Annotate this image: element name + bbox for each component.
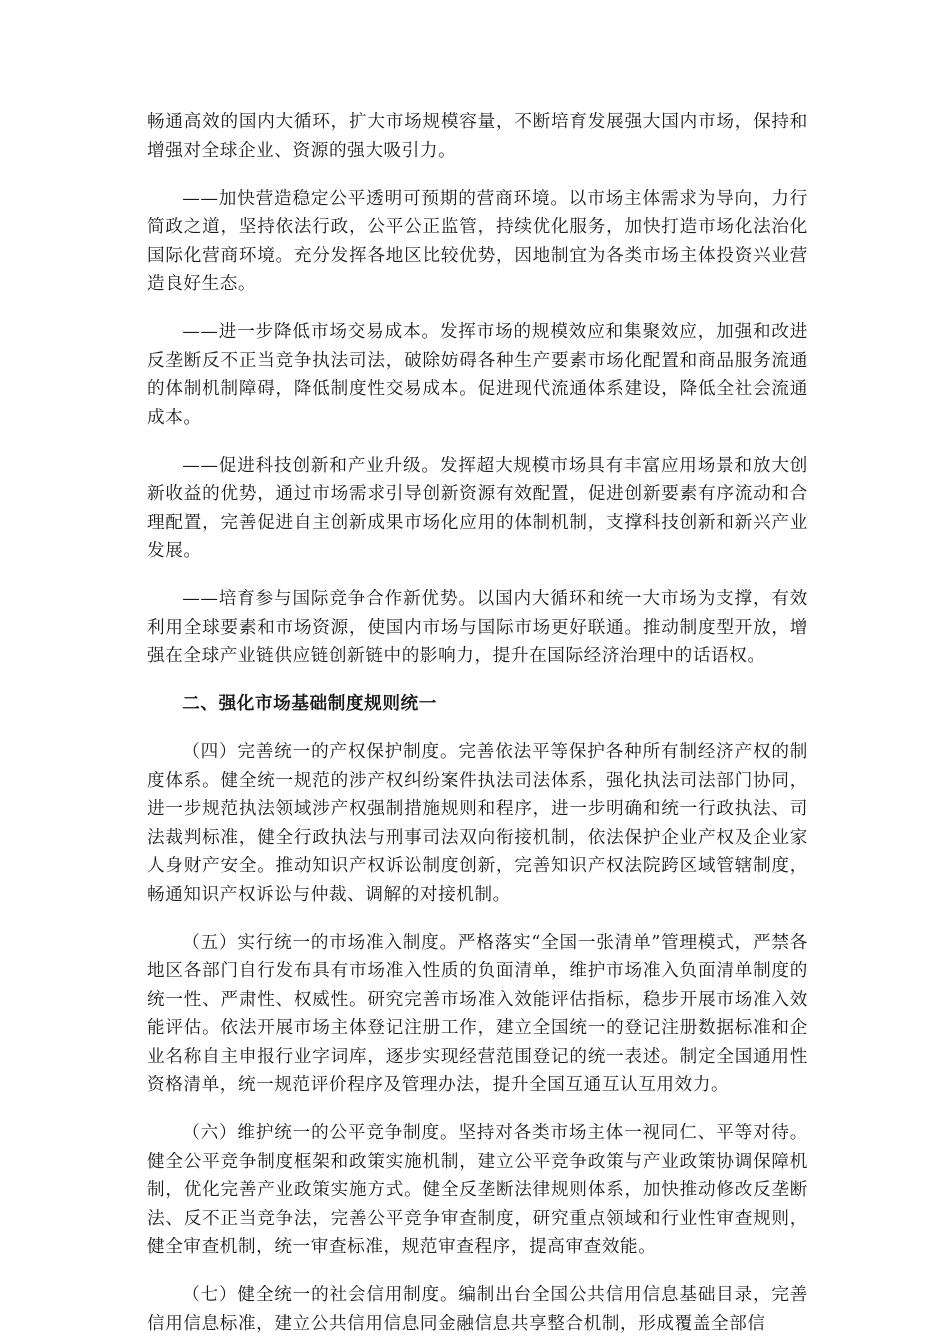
paragraph-intro: 畅通高效的国内大循环，扩大市场规模容量，不断培育发展强大国内市场，保持和增强对全球企业、资源的强大吸引力。 <box>147 112 808 161</box>
document-page <box>147 108 808 1338</box>
paragraph-international-competition: ——培育参与国际竞争合作新优势。以国内大循环和统一大市场为支撑，有效利用全球要素和市场资源，使国内市场与国际市场更好联通。推动制度型开放，增强在全球产业链供应链创新链中的影响力，提升在国际经济治理中的话语权。 <box>147 589 808 666</box>
paragraph-business-environment: ——加快营造稳定公平透明可预期的营商环境。以市场主体需求为导向，力行简政之道，坚持依法行政，公平公正监管，持续优化服务，加快打造市场化法治化国际化营商环境。充分发挥各地区比较优势，因地制宜为各类市场主体投资兴业营造良好生态。 <box>147 188 808 294</box>
paragraph-social-credit: （七）健全统一的社会信用制度。编制出台全国公共信用信息基础目录，完善信用信息标准，建立公共信用信息同金融信息共享整合机制，形成覆盖全部信 <box>147 1285 808 1334</box>
paragraph-property-rights: （四）完善统一的产权保护制度。完善依法平等保护各种所有制经济产权的制度体系。健全统一规范的涉产权纠纷案件执法司法体系，强化执法司法部门协同，进一步规范执法领域涉产权强制措施规则和程序，进一步明确和统一行政执法、司法裁判标准，健全行政执法与刑事司法双向衔接机制，依法保护企业产权及企业家人身财产安全。推动知识产权诉讼制度创新，完善知识产权法院跨区域管辖制度，畅通知识产权诉讼与仲裁、调解的对接机制。 <box>147 742 808 905</box>
paragraph-market-access: （五）实行统一的市场准入制度。严格落实“全国一张清单”管理模式，严禁各地区各部门自行发布具有市场准入性质的负面清单，维护市场准入负面清单制度的统一性、严肃性、权威性。研究完善市场准入效能评估指标，稳步开展市场准入效能评估。依法开展市场主体登记注册工作，建立全国统一的登记注册数据标准和企业名称自主申报行业字词库，逐步实现经营范围登记的统一表述。制定全国通用性资格清单，统一规范评价程序及管理办法，提升全国互通互认互用效力。 <box>147 932 808 1095</box>
paragraph-tech-innovation: ——促进科技创新和产业升级。发挥超大规模市场具有丰富应用场景和放大创新收益的优势，通过市场需求引导创新资源有效配置，促进创新要素有序流动和合理配置，完善促进自主创新成果市场化应用的体制机制，支撑科技创新和新兴产业发展。 <box>147 455 808 561</box>
paragraph-transaction-cost: ——进一步降低市场交易成本。发挥市场的规模效应和集聚效应，加强和改进反垄断反不正当竞争执法司法，破除妨碍各种生产要素市场化配置和商品服务流通的体制机制障碍，降低制度性交易成本。促进现代流通体系建设，降低全社会流通成本。 <box>147 322 808 428</box>
section-heading: 二、强化市场基础制度规则统一 <box>182 693 437 714</box>
paragraph-fair-competition: （六）维护统一的公平竞争制度。坚持对各类市场主体一视同仁、平等对待。健全公平竞争制度框架和政策实施机制，建立公平竞争政策与产业政策协调保障机制，优化完善产业政策实施方式。健全反垄断法律规则体系，加快推动修改反垄断法、反不正当竞争法，完善公平竞争审查制度，研究重点领域和行业性审查规则，健全审查机制，统一审查标准，规范审查程序，提高审查效能。 <box>147 1123 808 1257</box>
